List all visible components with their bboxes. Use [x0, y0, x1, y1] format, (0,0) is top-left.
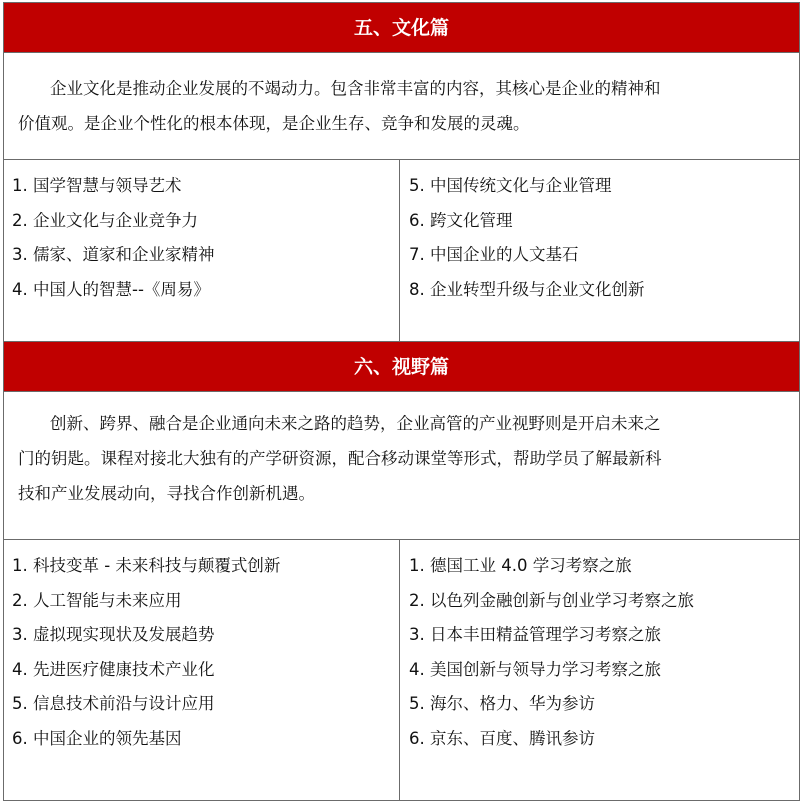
- list-item: 5. 中国传统文化与企业管理: [409, 176, 612, 195]
- list-item: 8. 企业转型升级与企业文化创新: [409, 279, 645, 299]
- list-item: 1. 科技变革 - 未来科技与颠覆式创新: [12, 556, 281, 575]
- list-item: 1. 国学智慧与领导艺术: [12, 176, 182, 195]
- list-item: 7. 中国企业的人文基石: [409, 245, 579, 264]
- list-item: 3. 儒家、道家和企业家精神: [12, 245, 215, 264]
- topic-column-right: [400, 160, 799, 341]
- list-item: 2. 人工智能与未来应用: [12, 590, 182, 610]
- list-item: 5. 海尔、格力、华为参访: [409, 694, 595, 713]
- list-item: 4. 美国创新与领导力学习考察之旅: [409, 659, 661, 679]
- list-item: 4. 中国人的智慧--《周易》: [12, 279, 210, 299]
- list-item: 3. 虚拟现实现状及发展趋势: [12, 625, 215, 644]
- topic-column-right: [400, 540, 799, 800]
- intro-line: 技和产业发展动向，寻找合作创新机遇。: [18, 484, 315, 503]
- section-title-culture: 五、文化篇: [4, 3, 799, 53]
- list-item: 3. 日本丰田精益管理学习考察之旅: [409, 625, 661, 644]
- list-item: 2. 以色列金融创新与创业学习考察之旅: [409, 590, 694, 610]
- topic-column-left: [4, 540, 400, 800]
- topic-lists-vision: [4, 540, 799, 800]
- section-intro-culture: [4, 53, 799, 160]
- intro-line: 创新、跨界、融合是企业通向未来之路的趋势，企业高管的产业视野则是开启未来之: [50, 414, 661, 433]
- list-item: 6. 跨文化管理: [409, 210, 513, 230]
- course-table: [3, 2, 800, 801]
- list-item: 6. 京东、百度、腾讯参访: [409, 728, 595, 748]
- list-item: 2. 企业文化与企业竞争力: [12, 210, 198, 230]
- intro-line: 价值观。是企业个性化的根本体现，是企业生存、竞争和发展的灵魂。: [18, 114, 530, 133]
- list-item: 6. 中国企业的领先基因: [12, 728, 182, 748]
- section-intro-vision: [4, 392, 799, 540]
- intro-line: 门的钥匙。课程对接北大独有的产学研资源，配合移动课堂等形式，帮助学员了解最新科: [18, 449, 662, 468]
- topic-lists-culture: [4, 160, 799, 342]
- list-item: 1. 德国工业 4.0 学习考察之旅: [409, 556, 632, 575]
- topic-column-left: [4, 160, 400, 341]
- section-title-vision: 六、视野篇: [4, 342, 799, 392]
- list-item: 5. 信息技术前沿与设计应用: [12, 694, 215, 713]
- intro-line: 企业文化是推动企业发展的不竭动力。包含非常丰富的内容，其核心是企业的精神和: [50, 79, 661, 98]
- list-item: 4. 先进医疗健康技术产业化: [12, 659, 215, 679]
